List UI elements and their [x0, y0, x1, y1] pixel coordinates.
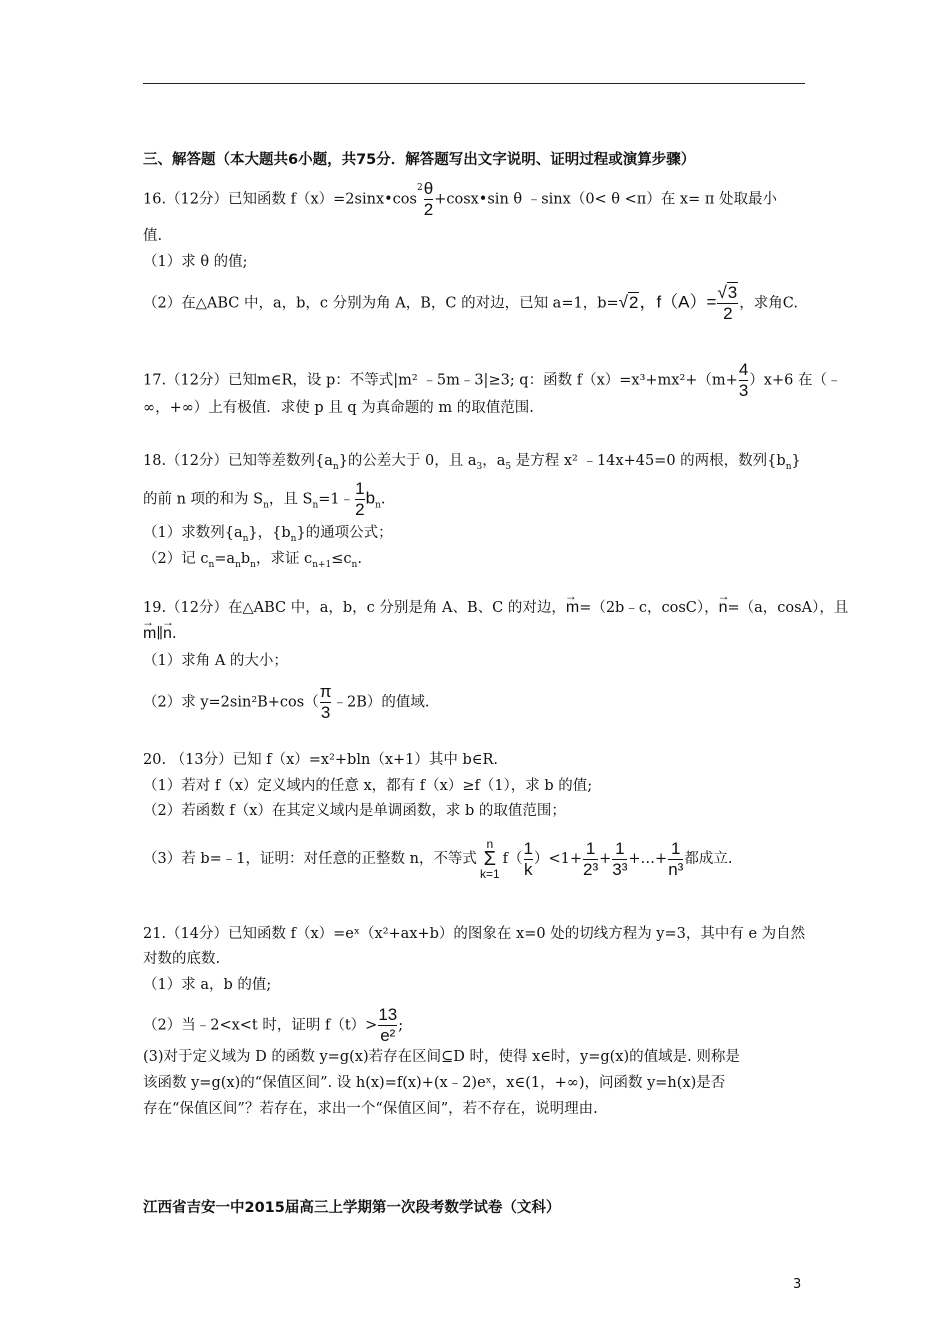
q19-c: =（a，cosA），且 [727, 600, 849, 616]
vector-n-2: → n [163, 624, 172, 644]
q18-p1-sub: n [242, 533, 249, 544]
q16-p2-frac-den: 2 [723, 304, 733, 323]
q18-line2 [143, 480, 385, 519]
q18-part1 [143, 523, 393, 549]
q18-p1-sub2: n [290, 533, 297, 544]
q16-frac-num: θ [423, 179, 434, 198]
q19-p2-b: ﹣2B）的值域. [332, 694, 430, 711]
q20-line1: 20. （13分）已知 f（x）=x²+bln（x+1）其中 b∈R. [143, 752, 499, 768]
sqrt2-radicand: 2 [628, 292, 639, 312]
q20-part3 [143, 837, 732, 881]
q16-text-b: +cosx•sin θ ﹣sinx（0< θ <π）在 x= π 处取最小 [434, 191, 778, 208]
q18-p2-b: =a [214, 551, 236, 567]
q17-frac-den: 3 [738, 381, 749, 400]
q21-fraction [378, 1006, 397, 1045]
q16-line2: 值. [143, 228, 163, 244]
frac-1k-num: 1 [523, 838, 533, 858]
q18-l2-e: . [380, 491, 386, 508]
q20-frac-1k [524, 840, 533, 879]
q21-frac-den: e² [380, 1026, 396, 1045]
q18-c: ，a [482, 453, 506, 469]
q21-part1: （1）求 a，b 的值; [143, 977, 272, 993]
q21-p2-a: （2）当﹣2<x<t 时，证明 f（t）> [143, 1017, 378, 1034]
q18-fraction [355, 480, 364, 519]
q19-l2-end: . [171, 626, 177, 642]
q18-p2-sub2: n [235, 559, 241, 570]
q20-frac-t3 [668, 840, 683, 879]
q16-p2-text-a: （2）在△ABC 中，a，b，c 分别为角 A，B，C 的对边，已知 a=1，b= [143, 295, 619, 312]
sqrt3: √3 [717, 283, 738, 302]
q19-part2 [143, 683, 429, 722]
q19-p2-a: （2）求 y=2sin²B+cos（ [143, 694, 319, 711]
q21-part3-line1: (3)对于定义域为 D 的函数 y=g(x)若存在区间⊆D 时，使得 x∈时，y=g(x)的值域是. 则称是 [143, 1049, 740, 1065]
q20-part2: （2）若函数 f（x）在其定义域内是单调函数，求 b 的取值范围； [143, 803, 566, 819]
q19-frac-num: π [319, 682, 332, 701]
sigma-symbol: Σ [483, 848, 496, 870]
frac-1k-den: k [523, 859, 533, 879]
t1-den: 2³ [583, 859, 599, 879]
q17-text-b: ）x+6 在（﹣ [749, 372, 842, 389]
q21-frac-num: 13 [378, 1005, 398, 1024]
plus-sign: + [599, 851, 612, 867]
q16-line1 [143, 180, 777, 219]
q19-frac-den: 3 [320, 703, 331, 722]
q20-frac-t2 [612, 840, 627, 879]
page-number: 3 [793, 1277, 802, 1292]
q18-p2-sub3: n [250, 559, 256, 570]
vector-m-2: → m [143, 624, 156, 644]
q19-a: 19.（12分）在△ABC 中，a，b，c 分别是角 A、B、C 的对边， [143, 600, 566, 616]
section-heading: 三、解答题（本大题共6小题，共75分．解答题写出文字说明、证明过程或演算步骤） [143, 152, 696, 168]
q20-p3-a: （3）若 b=﹣1，证明：对任意的正整数 n，不等式 [143, 851, 477, 867]
t1-num: 1 [585, 838, 596, 858]
q17-frac-num: 4 [738, 360, 749, 379]
q20-p3-d: +…+ [628, 851, 668, 867]
q18-p2-sub5: n [351, 559, 358, 570]
q21-part3-line2: 该函数 y=g(x)的“保值区间”. 设 h(x)=f(x)+(x﹣2)eˣ，x∈(1，+∞)，问函数 y=h(x)是否 [143, 1075, 726, 1091]
q20-p3-e: 都成立. [684, 851, 733, 867]
q16-part1: （1）求 θ 的值; [143, 254, 248, 270]
q19-b: =（2b﹣c，cosC）， [579, 600, 719, 616]
t2-den: 3³ [612, 859, 628, 879]
q16-p2-fraction [717, 284, 738, 323]
q18-p2-d: ，求证 c [255, 551, 313, 567]
q18-p2-a: （2）记 c [143, 551, 209, 567]
q18-frac-den: 2 [355, 500, 365, 519]
q18-p2-c: b [240, 551, 251, 567]
summation [480, 837, 500, 881]
q18-l2-sub2: n [312, 500, 319, 511]
t3-den: n³ [668, 859, 684, 879]
q18-p1-a: （1）求数列{a [143, 525, 243, 541]
q17-text-a: 17.（12分）已知m∈R，设 p：不等式|m² ﹣5m﹣3|≥3; q：函数 f（x）=x³+mx²+（m+ [143, 372, 738, 389]
q17-line2: ∞，+∞）上有极值．求使 p 且 q 为真命题的 m 的取值范围. [143, 400, 534, 416]
q18-l2-d: b [365, 488, 376, 508]
q18-l2-sub: n [263, 500, 269, 511]
q18-l2-c: =1﹣ [318, 491, 355, 508]
q18-d-sub: n [785, 461, 792, 472]
sum-upper: n [486, 837, 494, 851]
q21-line1: 21.（14分）已知函数 f（x）=eˣ（x²+ax+b）的图象在 x=0 处的切线方程为 y=3，其中有 e 为自然 [143, 926, 806, 942]
q18-line1 [143, 451, 801, 477]
q20-p3-c: ）<1+ [533, 851, 582, 867]
q19-line1 [143, 598, 848, 618]
q16-part2 [143, 284, 798, 323]
q19-line2 [143, 624, 177, 644]
vector-n: → n [719, 598, 728, 618]
q21-p2-b: ; [398, 1017, 404, 1034]
q18-l2-dsub: n [375, 500, 381, 511]
t3-num: 1 [671, 838, 681, 858]
q20-p3-b: f（ [502, 851, 523, 867]
q18-b: }的公差大于 0，且 a [338, 453, 477, 469]
sum-lower: k=1 [479, 867, 500, 881]
q18-d: 是方程 x² ﹣14x+45=0 的两根，数列{b [511, 453, 786, 469]
q18-p2-sub: n [208, 559, 215, 570]
q16-p2-text-c: ，求角C. [739, 295, 798, 312]
q18-l2-b: ，且 S [268, 491, 313, 508]
q18-p2-e: ≤c [331, 551, 352, 567]
q19-fraction [320, 683, 332, 722]
footer-title: 江西省吉安一中2015届高三上学期第一次段考数学试卷（文科） [143, 1200, 561, 1216]
q18-part2 [143, 549, 362, 575]
q16-fraction [424, 180, 433, 219]
q16-sup: 2 [416, 183, 423, 193]
q16-frac-den: 2 [423, 200, 434, 219]
header-rule [143, 83, 805, 84]
q16-p2-text-b: ，f（A）= [639, 292, 717, 312]
parallel-symbol: ∥ [156, 626, 164, 642]
vector-m: → m [566, 598, 579, 618]
q18-c-sub: 5 [505, 461, 512, 472]
q18-e: } [791, 453, 801, 469]
q17-line1 [143, 361, 841, 400]
q16-text-a: 16.（12分）已知函数 f（x）=2sinx•cos [143, 191, 417, 208]
q20-part1: （1）若对 f（x）定义域内的任意 x，都有 f（x）≥f（1），求 b 的值; [143, 778, 593, 794]
q19-part1: （1）求角 A 的大小； [143, 653, 288, 669]
q21-line2: 对数的底数. [143, 951, 221, 967]
q18-l2-a: 的前 n 项的和为 S [143, 491, 264, 508]
q18-p2-f: . [357, 551, 362, 567]
q21-part3-line3: 存在“保值区间”？若存在，求出一个“保值区间”，若不存在，说明理由. [143, 1101, 598, 1117]
q20-frac-t1 [583, 840, 598, 879]
q18-frac-num: 1 [355, 479, 365, 498]
q18-a: 18.（12分）已知等差数列{a [143, 453, 333, 469]
q18-p2-sub4: n+1 [312, 559, 332, 570]
sqrt2: √2 [618, 292, 639, 312]
q18-p1-b: }，{b [248, 525, 291, 541]
q18-a-sub: n [332, 461, 339, 472]
t2-num: 1 [615, 838, 625, 858]
q18-p1-c: }的通项公式； [296, 525, 393, 541]
q21-part2 [143, 1006, 403, 1045]
q17-fraction [739, 361, 748, 400]
q18-b-sub: 3 [476, 461, 483, 472]
sqrt3-radicand: 3 [727, 283, 738, 302]
